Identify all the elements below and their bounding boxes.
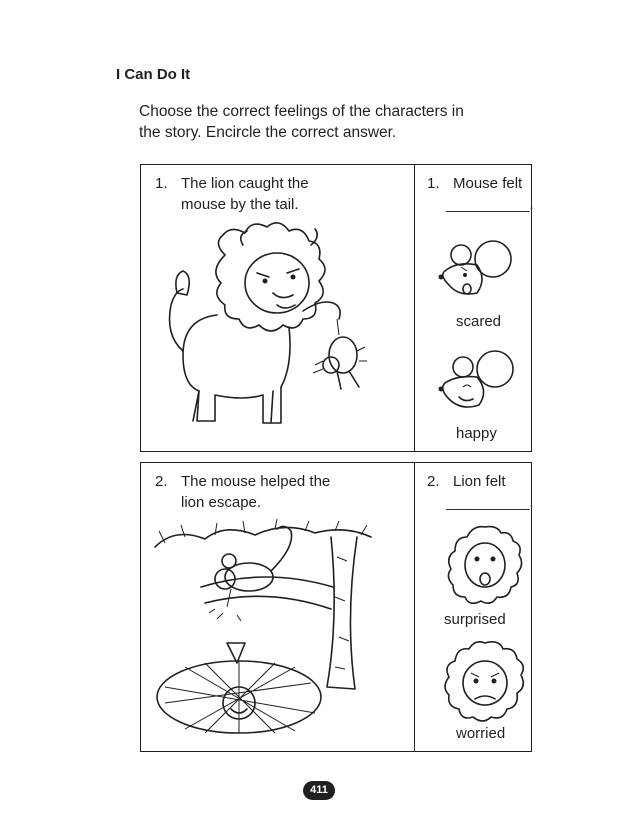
option-scared[interactable]: scared (456, 313, 502, 330)
question-text-line-1: The lion caught the (181, 175, 309, 192)
question-text: Lion felt (453, 473, 506, 490)
question-box-1 (140, 164, 532, 452)
box-divider (414, 165, 415, 451)
mouse-freeing-lion-illustration (145, 517, 401, 747)
question-text: Mouse felt (453, 175, 523, 192)
question-text-line-2: mouse by the tail. (181, 196, 299, 213)
lion-catching-mouse-illustration (153, 215, 403, 445)
answer-blank: __________. (446, 494, 534, 511)
surprised-lion-illustration (445, 523, 525, 609)
worried-lion-illustration (443, 639, 527, 725)
question-number: 1. (155, 175, 168, 192)
happy-mouse-illustration (437, 347, 527, 417)
question-number: 2. (155, 473, 168, 490)
option-surprised[interactable]: surprised (444, 611, 506, 628)
question-text-line-1: The mouse helped the (181, 473, 331, 490)
box-divider (414, 463, 415, 751)
instructions (139, 101, 559, 143)
instruction-line-2: the story. Encircle the correct answer. (139, 124, 397, 141)
question-number: 1. (427, 175, 440, 192)
page-number: 411 (303, 781, 335, 800)
section-title: I Can Do It (116, 66, 191, 83)
question-number: 2. (427, 473, 440, 490)
question-text-line-2: lion escape. (181, 494, 262, 511)
option-happy[interactable]: happy (456, 425, 497, 442)
instruction-line-1: Choose the correct feelings of the characters in (139, 103, 464, 120)
scared-mouse-illustration (437, 235, 527, 305)
question-box-2 (140, 462, 532, 752)
option-worried[interactable]: worried (456, 725, 506, 742)
answer-blank: __________. (446, 196, 534, 213)
